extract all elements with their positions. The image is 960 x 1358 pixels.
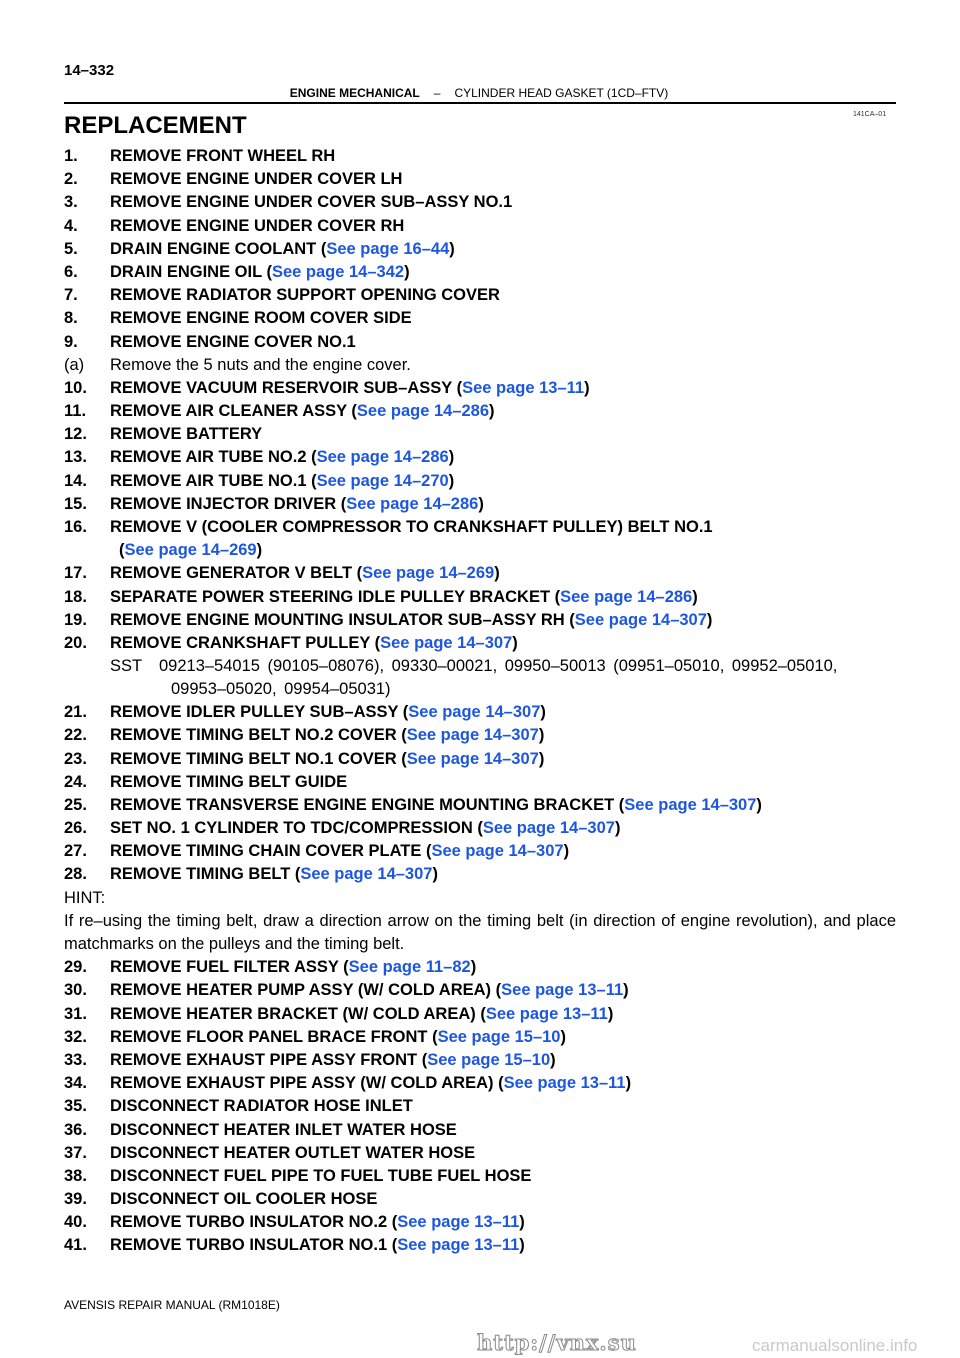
closing-paren: ) (478, 494, 484, 513)
closing-paren: ) (614, 819, 621, 838)
step-number: 8. (64, 309, 78, 328)
step-text-wrap (110, 1026, 566, 1049)
step-item (64, 1188, 896, 1211)
step-text-wrap (110, 1003, 613, 1026)
closing-paren: ) (256, 541, 263, 560)
step-item (64, 446, 896, 469)
closing-paren: ) (692, 587, 698, 606)
step-item (64, 261, 896, 284)
step-text-wrap (110, 215, 404, 238)
step-text-wrap (110, 470, 454, 493)
page-reference-link[interactable]: See page 14–307 (624, 795, 757, 814)
step-text: REMOVE INJECTOR DRIVER ( (110, 494, 347, 513)
page-reference-link[interactable]: See page 14–307 (574, 610, 707, 629)
page-reference-link[interactable]: See page 11–82 (348, 958, 471, 977)
step-text: REMOVE TIMING BELT NO.2 COVER ( (110, 726, 407, 745)
step-text-wrap (110, 191, 512, 214)
step-text: REMOVE ENGINE UNDER COVER RH (110, 216, 405, 235)
step-item (64, 470, 896, 493)
step-text: REMOVE TRANSVERSE ENGINE ENGINE MOUNTING BRACKET ( (110, 795, 625, 814)
step-text-wrap (110, 354, 411, 377)
closing-paren: ) (404, 262, 410, 281)
step-text: REMOVE EXHAUST PIPE ASSY FRONT ( (110, 1050, 428, 1069)
page-reference-link[interactable]: See page 15–10 (427, 1050, 551, 1069)
step-text: ( (119, 541, 125, 560)
step-number: 34. (64, 1074, 87, 1093)
page-reference-link[interactable]: See page 16–44 (326, 239, 450, 258)
source-site: carmanualsonline.info (752, 1336, 918, 1355)
footer-manual-title: AVENSIS REPAIR MANUAL (RM1018E) (64, 1298, 280, 1312)
step-item (64, 400, 896, 423)
procedure-list (64, 145, 896, 1258)
step-number: 15. (64, 494, 87, 513)
step-text: REMOVE TURBO INSULATOR NO.2 ( (110, 1213, 398, 1232)
step-text-wrap (110, 1165, 531, 1188)
step-text: REMOVE GENERATOR V BELT ( (110, 564, 363, 583)
step-text: SEPARATE POWER STEERING IDLE PULLEY BRACKET ( (110, 587, 561, 606)
closing-paren: ) (560, 1027, 566, 1046)
step-number: 28. (64, 865, 87, 884)
page-reference-link[interactable]: See page 13–11 (503, 1074, 626, 1093)
step-text: REMOVE TIMING BELT GUIDE (110, 772, 348, 791)
hint-label: HINT: (64, 888, 106, 907)
step-text: SET NO. 1 CYLINDER TO TDC/COMPRESSION ( (110, 819, 483, 838)
page-reference-link[interactable]: See page 14–307 (431, 842, 564, 861)
step-number: 20. (64, 633, 87, 652)
step-item (64, 1026, 896, 1049)
sst-block (64, 655, 896, 701)
page-reference-link[interactable]: See page 14–307 (406, 749, 539, 768)
page-reference-link[interactable]: See page 14–270 (316, 471, 449, 490)
step-text: REMOVE ENGINE ROOM COVER SIDE (110, 309, 412, 328)
step-item (64, 377, 896, 400)
steps-group-3 (64, 956, 896, 1257)
step-text: REMOVE HEATER PUMP ASSY (W/ COLD AREA) ( (110, 981, 502, 1000)
step-item (64, 1165, 896, 1188)
page-reference-link[interactable]: See page 14–286 (356, 402, 490, 421)
step-text: REMOVE TIMING BELT ( (110, 865, 301, 884)
step-text-wrap (110, 1142, 475, 1165)
header-separator: – (433, 86, 441, 100)
step-text: REMOVE ENGINE MOUNTING INSULATOR SUB–ASSY RH ( (110, 610, 575, 629)
page-reference-link[interactable]: See page 14–269 (124, 541, 257, 560)
page-reference-link[interactable]: See page 13–11 (462, 378, 585, 397)
step-text: REMOVE FRONT WHEEL RH (110, 147, 336, 165)
hint-text: If re–using the timing belt, draw a direction arrow on the timing belt (in direction of engine revolution), and place matchmarks on the pulleys and the timing belt. (64, 911, 896, 954)
step-number: 2. (64, 170, 78, 189)
step-item (64, 609, 896, 632)
step-number: (a) (64, 355, 85, 374)
step-text: REMOVE RADIATOR SUPPORT OPENING COVER (110, 286, 500, 305)
step-text-wrap (110, 724, 544, 747)
step-text-wrap (110, 771, 347, 794)
step-text-wrap (110, 701, 546, 724)
step-number: 22. (64, 726, 87, 745)
sst-line-2: 09953–05020, 09954–05031) (171, 680, 391, 699)
step-text: Remove the 5 nuts and the engine cover. (110, 355, 411, 374)
step-item (64, 1003, 896, 1026)
step-text: REMOVE ENGINE UNDER COVER LH (110, 170, 403, 189)
step-number: 26. (64, 819, 87, 838)
closing-paren: ) (432, 865, 438, 884)
closing-paren: ) (706, 610, 713, 629)
step-text-wrap (110, 516, 713, 539)
step-number: 30. (64, 981, 87, 1000)
step-text-wrap (110, 1072, 631, 1095)
step-text: DRAIN ENGINE OIL ( (110, 262, 272, 281)
step-text-wrap (110, 794, 762, 817)
step-number: 38. (64, 1166, 87, 1185)
step-number: 16. (64, 518, 87, 536)
step-text: DISCONNECT FUEL PIPE TO FUEL TUBE FUEL HOSE (110, 1166, 532, 1185)
step-text-wrap (110, 817, 620, 840)
step-text: REMOVE FLOOR PANEL BRACE FRONT ( (110, 1027, 438, 1046)
step-text: REMOVE TIMING CHAIN COVER PLATE ( (110, 842, 432, 861)
step-text-wrap (119, 539, 262, 562)
step-item (64, 331, 896, 354)
step-text: REMOVE FUEL FILTER ASSY ( (110, 958, 349, 977)
closing-paren: ) (519, 1213, 525, 1232)
step-item (64, 956, 896, 979)
page-reference-link[interactable]: See page 14–342 (271, 262, 405, 281)
step-text-wrap (110, 1234, 525, 1257)
step-item (64, 1119, 896, 1142)
step-text-wrap (110, 261, 410, 284)
step-text-wrap (110, 840, 569, 863)
step-number: 12. (64, 425, 87, 444)
step-number: 37. (64, 1143, 87, 1162)
closing-paren: ) (448, 471, 455, 490)
step-item (64, 1142, 896, 1165)
page-reference-link[interactable]: See page 14–286 (346, 494, 479, 513)
step-text: REMOVE AIR TUBE NO.1 ( (110, 471, 317, 490)
closing-paren: ) (519, 1236, 525, 1255)
step-number: 33. (64, 1050, 87, 1069)
step-item (64, 748, 896, 771)
closing-paren: ) (607, 1004, 614, 1023)
step-item (64, 215, 896, 238)
step-text: REMOVE AIR TUBE NO.2 ( (110, 448, 317, 467)
step-item (64, 979, 896, 1002)
step-item (64, 493, 896, 516)
step-number: 27. (64, 842, 87, 861)
step-item (64, 516, 896, 539)
step-text: REMOVE TURBO INSULATOR NO.1 ( (110, 1236, 398, 1255)
step-item (64, 539, 896, 562)
step-text-wrap (110, 562, 500, 585)
page-title: REPLACEMENT (64, 112, 247, 139)
step-number: 7. (64, 286, 78, 305)
steps-group-1 (64, 145, 896, 655)
step-text-wrap (110, 493, 484, 516)
step-text-wrap (110, 1211, 525, 1234)
closing-paren: ) (623, 981, 629, 1000)
page-reference-link[interactable]: See page 14–307 (482, 819, 615, 838)
step-number: 14. (64, 471, 87, 490)
step-item (64, 701, 896, 724)
watermark-url: http://vnx.su (477, 1330, 637, 1355)
closing-paren: ) (756, 795, 762, 814)
step-text: REMOVE ENGINE UNDER COVER SUB–ASSY NO.1 (110, 193, 513, 212)
step-text-wrap (110, 1119, 457, 1142)
page-number: 14–332 (64, 62, 115, 79)
step-number: 35. (64, 1097, 87, 1116)
step-text: REMOVE AIR CLEANER ASSY ( (110, 402, 357, 421)
header-rule (64, 102, 896, 104)
page-reference-link[interactable]: See page 14–307 (300, 865, 433, 884)
step-item (64, 191, 896, 214)
step-text-wrap (110, 1095, 413, 1118)
step-text-wrap (110, 168, 402, 191)
step-item (64, 1072, 896, 1095)
step-text-wrap (110, 632, 518, 655)
steps-group-2 (64, 701, 896, 887)
step-number: 32. (64, 1027, 87, 1046)
step-text: REMOVE EXHAUST PIPE ASSY (W/ COLD AREA) ( (110, 1074, 504, 1093)
step-item (64, 1095, 896, 1118)
step-number: 29. (64, 958, 87, 977)
step-number: 19. (64, 610, 87, 629)
closing-paren: ) (538, 749, 545, 768)
step-text: DISCONNECT HEATER INLET WATER HOSE (110, 1120, 457, 1139)
step-number: 9. (64, 332, 78, 351)
step-number: 17. (64, 564, 87, 583)
step-number: 6. (64, 262, 78, 281)
page-reference-link[interactable]: See page 15–10 (437, 1027, 561, 1046)
page-reference-link[interactable]: See page 14–269 (362, 564, 495, 583)
image-code: 141CA–01 (853, 111, 887, 118)
page-reference-link[interactable]: See page 13–11 (501, 981, 624, 1000)
step-item (64, 817, 896, 840)
step-item (64, 840, 896, 863)
step-text-wrap (110, 377, 590, 400)
page-reference-link[interactable]: See page 14–307 (406, 726, 539, 745)
step-text-wrap (110, 1188, 377, 1211)
sst-line-1: 09213–54015 (90105–08076), 09330–00021, 09950–50013 (09951–05010, 09952–05010, (159, 657, 838, 676)
closing-paren: ) (470, 958, 477, 977)
step-item (64, 794, 896, 817)
page-reference-link[interactable]: See page 14–286 (316, 448, 449, 467)
step-text: REMOVE V (COOLER COMPRESSOR TO CRANKSHAFT PULLEY) BELT NO.1 (110, 518, 713, 536)
step-text: DISCONNECT OIL COOLER HOSE (110, 1190, 378, 1209)
step-number: 11. (64, 402, 87, 421)
step-number: 10. (64, 378, 87, 397)
step-text: REMOVE CRANKSHAFT PULLEY ( (110, 633, 381, 652)
header-subsection: CYLINDER HEAD GASKET (1CD–FTV) (454, 86, 669, 100)
step-number: 4. (64, 216, 78, 235)
step-number: 24. (64, 772, 87, 791)
step-item (64, 771, 896, 794)
step-text-wrap (110, 284, 500, 307)
step-text: REMOVE TIMING BELT NO.1 COVER ( (110, 749, 407, 768)
closing-paren: ) (494, 564, 500, 583)
step-number: 18. (64, 587, 87, 606)
closing-paren: ) (584, 378, 590, 397)
step-number: 21. (64, 703, 87, 722)
closing-paren: ) (449, 239, 455, 258)
step-text-wrap (110, 145, 335, 168)
closing-paren: ) (563, 842, 570, 861)
step-text-wrap (110, 748, 544, 771)
step-text-wrap (110, 609, 712, 632)
step-text: DISCONNECT RADIATOR HOSE INLET (110, 1097, 413, 1116)
step-number: 39. (64, 1190, 87, 1209)
step-item (64, 238, 896, 261)
step-text: REMOVE IDLER PULLEY SUB–ASSY ( (110, 703, 409, 722)
step-text: REMOVE BATTERY (110, 425, 263, 444)
step-number: 36. (64, 1120, 87, 1139)
step-item (64, 307, 896, 330)
step-item (64, 724, 896, 747)
step-item (64, 168, 896, 191)
header-section: ENGINE MECHANICAL (289, 86, 420, 100)
sub-step (64, 354, 896, 377)
step-text-wrap (110, 238, 455, 261)
page-reference-link[interactable]: See page 14–307 (408, 703, 541, 722)
step-text-wrap (110, 956, 476, 979)
closing-paren: ) (512, 633, 518, 652)
closing-paren: ) (448, 448, 455, 467)
step-item (64, 562, 896, 585)
step-text: REMOVE ENGINE COVER NO.1 (110, 332, 356, 351)
page-reference-link[interactable]: See page 14–307 (380, 633, 513, 652)
step-text-wrap (110, 400, 495, 423)
step-item (64, 1211, 896, 1234)
step-number: 13. (64, 448, 87, 467)
step-item (64, 1234, 896, 1257)
step-text-wrap (110, 446, 454, 469)
step-item (64, 145, 896, 168)
running-header (64, 86, 894, 100)
step-text: REMOVE HEATER BRACKET (W/ COLD AREA) ( (110, 1004, 486, 1023)
page-reference-link[interactable]: See page 13–11 (397, 1236, 520, 1255)
step-number: 41. (64, 1236, 87, 1255)
step-item (64, 586, 896, 609)
page-reference-link[interactable]: See page 14–286 (560, 587, 693, 606)
closing-paren: ) (540, 703, 546, 722)
step-item (64, 1049, 896, 1072)
step-number: 23. (64, 749, 87, 768)
step-number: 3. (64, 193, 78, 212)
step-item (64, 632, 896, 655)
step-text-wrap (110, 1049, 556, 1072)
step-text-wrap (110, 331, 356, 354)
step-text: DISCONNECT HEATER OUTLET WATER HOSE (110, 1143, 476, 1162)
step-text: DRAIN ENGINE COOLANT ( (110, 239, 327, 258)
step-number: 40. (64, 1213, 87, 1232)
step-item (64, 284, 896, 307)
closing-paren: ) (489, 402, 495, 421)
step-number: 1. (64, 147, 78, 165)
step-item (64, 423, 896, 446)
step-text-wrap (110, 863, 438, 886)
sst-label: SST (110, 657, 143, 676)
step-text-wrap (110, 423, 262, 446)
page-reference-link[interactable]: See page 13–11 (485, 1004, 608, 1023)
step-text-wrap (110, 586, 698, 609)
step-number: 31. (64, 1004, 87, 1023)
step-number: 5. (64, 239, 78, 258)
step-text: REMOVE VACUUM RESERVOIR SUB–ASSY ( (110, 378, 463, 397)
step-text-wrap (110, 307, 412, 330)
closing-paren: ) (550, 1050, 556, 1069)
page-reference-link[interactable]: See page 13–11 (397, 1213, 520, 1232)
closing-paren: ) (538, 726, 545, 745)
closing-paren: ) (625, 1074, 632, 1093)
step-text-wrap (110, 979, 629, 1002)
step-number: 25. (64, 795, 87, 814)
step-item (64, 863, 896, 886)
